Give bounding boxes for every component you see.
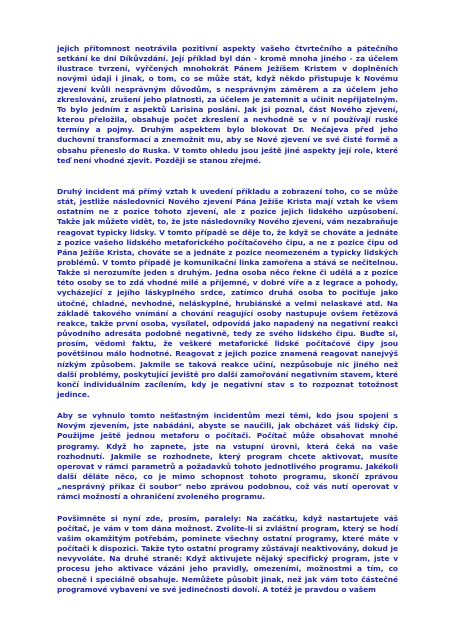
paragraph-4: Povšimněte si nyní zde, prosím, paralely: Na začátku, když nastartujete váš počítač, je vám v tom dána možnost. Zvolite-li si zvláštní program, který se hodí vašim okamžitým potřebám, pominete všechny ostatní programy, které máte v počítači k dispozici. Takže tyto ostatní programy zůstávají neaktivovány, dokud je nevyvoláte. Na druhé straně: Když aktivujete nějaký specifický program, jste v procesu jeho aktivace vázáni jeho pravidly, omezeními, možnostmi a tím, co obecně i speciálně obsahuje. Nemůžete působit jinak, než jak vám toto částečné programové vybavení ve své jedinečnosti dovolí. A totéž je pravdou o vašem bbox=[57, 513, 398, 594]
paragraph-2: Druhý incident má přímý vztah k uvedení příkladu a zobrazení toho, co se může stát, jestliže následovníci Nového zjevení Pána Ježíše Krista mají vztah ke všem ostatním ne z pozice tohoto zjevení, ale z pozice jejich lidského uzpůsobení. Takže jak můžete vidět, to, že jste následovníky Nového zjevení, vám nezabraňuje reagovat typicky lidsky. V tomto případě se děje to, že když se chováte a jednáte z pozice vašeho lidského metaforického počítačového čipu, a ne z pozice čipu od Pána Ježíše Krista, chováte se a jednáte z pozice neomezeném a typicky lidských problémů. V tomto případě je komunikační linka zamořena a stává se nečitelnou. Takže si nerozumíte jeden s druhým. Jedna osoba něco řekne či udělá a z pozice této osoby se to zdá vhodné milé a příjemné, v dobré víře a z legrace a pohody, vycházející z jejího láskyplného srdce, zatímco druhá osoba to pociťuje jako útočné, chladné, nevhodné, neláskyplné, hrubiánské a velmi nelaskavé atd. Na základě takového vnímání a chování reagující osoby nastupuje ovšem řetězová reakce, takže první osoba, vysílatel, odpovídá jako napadený na negativní reakci původního adresáta podobně negativně, tedy ze svého lidského čipu. Buďte si, prosím, vědomi faktu, že veškeré metaforické lidské počítačové čipy jsou povětšinou málo hodnotné. Reagovat z jejich pozice znamená reagovat nanejvýš nízkým způsobem. Jakmile se taková reakce učiní, nezpůsobuje nic jiného než další problémy, poskytující jeviště pro další zamořování negativním stavem, které končí individuálním zacílením, kdy je negativní stav s to rozpoznat totožnost jedince. bbox=[57, 186, 398, 399]
paragraph-1: jejich přítomnost neotrávila pozitivní aspekty vašeho čtvrtečního a pátečního setkání ke dni Díkůvzdání. Její příklad byl dán - kromě mnoha jiného - za účelem ilustrace tvrzení, vyřčených mnohokrát Pánem Ježíšem Kristem v doplněních novými údaji i jinak, o tom, co se může stát, když někdo přistupuje k Novému zjevení kvůli nesprávným důvodům, s nesprávným záměrem a za účelem jeho zkreslování, zrušení jeho platnosti, za účelem je zatemnit a učinit nepřijatelným. To bylo jedním z aspektů Larisina poslání. Jak jsi poznal, část Nového zjevení, kterou přeložila, obsahuje počet zkreslení a nevhodně se v ní používají ruské termíny a pojmy. Druhým aspektem bylo blokovat Dr. Nečajeva před jeho duchovní transformací a znemožnit mu, aby se Nové zjevení ve své čisté formě a obsahu přeneslo do Ruska. V tomto ohledu jsou ještě jiné aspekty její role, které teď není vhodné zjevit. Později se stanou zřejmé. bbox=[57, 44, 398, 165]
document-body bbox=[57, 44, 398, 605]
paragraph-3: Aby se vyhnulo tomto nešťastným incidentům mezi těmi, kdo jsou spojeni s Novým zjevením, jste nabádáni, abyste se naučili, jak obcházet váš lidský čip. Použijme ještě jednou metaforu o počítači. Počítač může obsahovat mnohé programy. Když ho zapnete, jste na vstupní úrovni, která čeká na vaše rozhodnutí. Jakmile se rozhodnete, který program chcete aktivovat, musíte operovat v rámci parametrů a požadavků tohoto jednotlivého programu. Jakékoli další děláte něco, co je mimo schopnost tohoto programu, skončí zprávou „nesprávný příkaz či soubor" nebo zprávou podobnou, což vás nutí operovat v rámci možností a ohraničení zvoleného programu. bbox=[57, 411, 398, 502]
